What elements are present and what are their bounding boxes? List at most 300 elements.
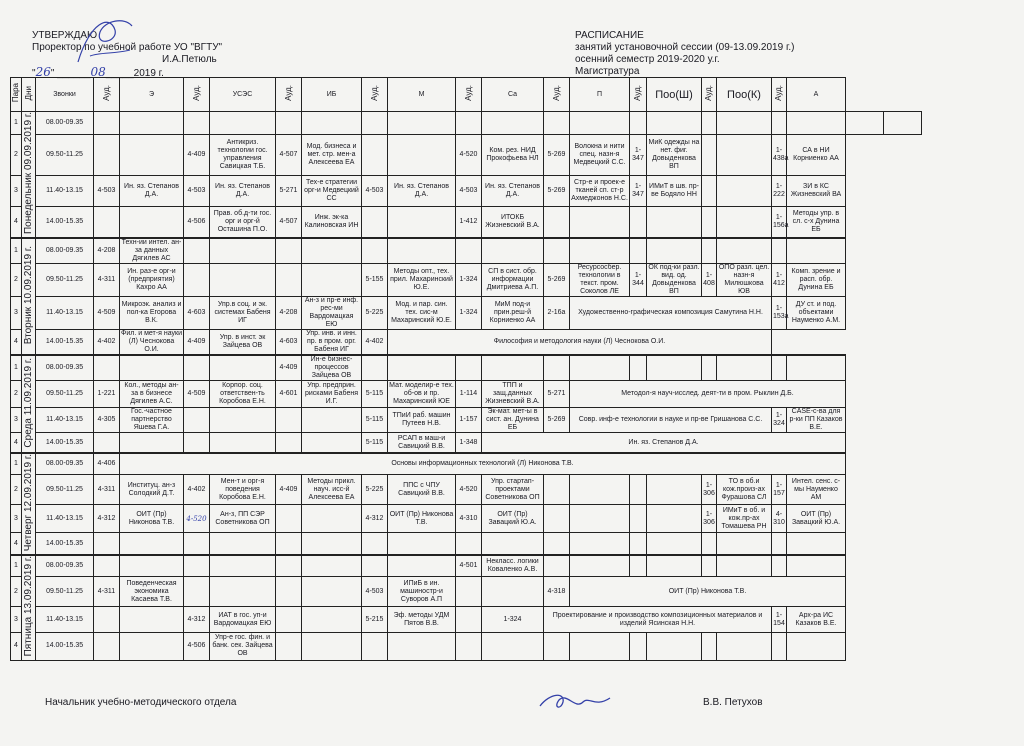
room-cell: 4-409 bbox=[184, 135, 210, 176]
empty-cell bbox=[630, 632, 647, 660]
empty-cell bbox=[94, 632, 120, 660]
class-cell: Ин. яз. Степанов Д.А. bbox=[482, 176, 544, 207]
empty-cell bbox=[210, 532, 276, 555]
schedule-row bbox=[11, 532, 922, 555]
room-cell: 4-507 bbox=[276, 207, 302, 238]
empty-cell bbox=[630, 532, 647, 555]
pair-number: 2 bbox=[11, 381, 22, 408]
empty-cell bbox=[456, 238, 482, 264]
room-cell: 5-269 bbox=[544, 135, 570, 176]
approval-title: УТВЕРЖДАЮ bbox=[32, 30, 98, 41]
pair-number: 1 bbox=[11, 355, 22, 381]
class-cell: ИАТ в гос. уп-и Вардомацкая ЕЮ bbox=[210, 607, 276, 633]
room-cell: 4-506 bbox=[184, 632, 210, 660]
room-cell: 1-348 bbox=[456, 433, 482, 454]
empty-cell bbox=[210, 355, 276, 381]
approval-day: 26 bbox=[35, 65, 51, 79]
empty-cell bbox=[362, 355, 388, 381]
day-label: Пятница 13.09.2019 г. bbox=[22, 555, 36, 660]
room-cell: 4-503 bbox=[94, 176, 120, 207]
empty-cell bbox=[388, 135, 456, 176]
class-cell: ТПиИ раб. машин Путеев Н.В. bbox=[388, 408, 456, 433]
day-label: Понедельник 09.09.2019 г. bbox=[22, 112, 36, 239]
class-cell: Гос.-частное партнерство Яшева Г.А. bbox=[120, 408, 184, 433]
col-header-ib: ИБ bbox=[302, 78, 362, 112]
class-cell: Тех-е стратегии орг-и Медвецкий СС bbox=[302, 176, 362, 207]
empty-cell bbox=[94, 555, 120, 577]
schedule-row bbox=[11, 238, 922, 264]
col-header-days: Дни bbox=[22, 78, 36, 112]
empty-cell bbox=[362, 112, 388, 135]
empty-cell bbox=[702, 135, 717, 176]
empty-cell bbox=[302, 577, 362, 607]
class-cell: Стр-е и проек-е тканей сп. ст-р Ахмеджонов Н.С. bbox=[570, 176, 630, 207]
empty-cell bbox=[482, 577, 544, 607]
schedule-row bbox=[11, 330, 922, 356]
room-cell: 1-324 bbox=[772, 408, 787, 433]
empty-cell bbox=[772, 238, 787, 264]
empty-cell bbox=[184, 555, 210, 577]
class-cell: Прав. об.д-ти гос. орг и орг-й Осташина П.О. bbox=[210, 207, 276, 238]
room-cell: 1-114 bbox=[456, 381, 482, 408]
empty-cell bbox=[456, 577, 482, 607]
pair-number: 4 bbox=[11, 532, 22, 555]
empty-cell bbox=[276, 408, 302, 433]
empty-cell bbox=[787, 355, 846, 381]
schedule-row bbox=[11, 135, 922, 176]
room-cell: 5-215 bbox=[362, 607, 388, 633]
empty-cell bbox=[630, 207, 647, 238]
empty-cell bbox=[717, 532, 772, 555]
pair-number: 4 bbox=[11, 433, 22, 454]
room-cell: 1-324 bbox=[456, 264, 482, 297]
merged-class-cell: Методол-я науч-исслед. деят-ти в пром. Рыклин Д.Б. bbox=[570, 381, 846, 408]
room-cell: 5-155 bbox=[362, 264, 388, 297]
empty-cell bbox=[94, 532, 120, 555]
empty-cell bbox=[544, 532, 570, 555]
col-header-poo-k: Поо(К) bbox=[717, 78, 772, 112]
room-cell: 1-408 bbox=[702, 264, 717, 297]
empty-cell bbox=[388, 532, 456, 555]
class-cell: ЗИ в КС Жизневский ВА bbox=[787, 176, 846, 207]
empty-cell bbox=[120, 607, 184, 633]
empty-cell bbox=[94, 355, 120, 381]
empty-cell bbox=[482, 238, 544, 264]
class-cell: Корпор. соц. ответствен-ть Коробова Е.Н. bbox=[210, 381, 276, 408]
empty-cell bbox=[456, 607, 482, 633]
empty-cell bbox=[456, 632, 482, 660]
empty-cell bbox=[717, 176, 772, 207]
room-cell: 5-115 bbox=[362, 408, 388, 433]
bell-time: 09.50-11.25 bbox=[36, 475, 94, 505]
room-cell: 5-269 bbox=[544, 176, 570, 207]
empty-cell bbox=[570, 505, 630, 533]
room-cell: 4-409 bbox=[276, 475, 302, 505]
empty-cell bbox=[120, 632, 184, 660]
room-cell: 4-507 bbox=[276, 135, 302, 176]
empty-cell bbox=[120, 207, 184, 238]
empty-cell bbox=[570, 632, 630, 660]
class-cell: ОИТ (Пр) Завацкий Ю.А. bbox=[482, 505, 544, 533]
approval-position: Проректор по учебной работе УО "ВГТУ" bbox=[32, 42, 223, 53]
col-header-aud: Ауд. bbox=[362, 78, 388, 112]
empty-cell bbox=[772, 532, 787, 555]
empty-cell bbox=[94, 607, 120, 633]
schedule-row bbox=[11, 453, 922, 475]
empty-cell bbox=[276, 505, 302, 533]
room-cell: 1-344 bbox=[630, 264, 647, 297]
class-cell: Упр. стартап-проектами Советникова ОП bbox=[482, 475, 544, 505]
bell-time: 11.40-13.15 bbox=[36, 505, 94, 533]
room-cell: 5-225 bbox=[362, 475, 388, 505]
schedule-period: занятий установочной сессии (09-13.09.2019 г.) bbox=[575, 42, 795, 53]
empty-cell bbox=[717, 238, 772, 264]
schedule-row bbox=[11, 555, 922, 577]
room-cell: 1-221 bbox=[94, 381, 120, 408]
class-cell: МиМ под-и прин.реш-й Корниенко АА bbox=[482, 297, 544, 330]
empty-cell bbox=[94, 207, 120, 238]
bell-time: 08.00-09.35 bbox=[36, 555, 94, 577]
class-cell: ОК под-ки разл. вид. од. Довыденкова ВП bbox=[648, 264, 700, 296]
empty-cell bbox=[388, 355, 456, 381]
empty-cell bbox=[787, 632, 846, 660]
room-cell: 1-347 bbox=[630, 176, 647, 207]
footer-signer: В.В. Петухов bbox=[703, 697, 763, 708]
room-cell: 4-318 bbox=[544, 577, 570, 607]
class-cell: Эк-мат. мет-ы в сист. ан. Дунина ЕБ bbox=[482, 408, 544, 433]
empty-cell bbox=[544, 555, 570, 577]
empty-cell bbox=[302, 238, 362, 264]
room-cell: 4-501 bbox=[456, 555, 482, 577]
room-cell: 1-412 bbox=[456, 207, 482, 238]
room-cell: 4-409 bbox=[184, 330, 210, 356]
schedule-row bbox=[11, 577, 922, 607]
room-cell: 4-603 bbox=[184, 297, 210, 330]
empty-cell bbox=[276, 264, 302, 297]
empty-cell bbox=[184, 112, 210, 135]
empty-cell bbox=[772, 355, 787, 381]
pair-number: 2 bbox=[11, 264, 22, 297]
pair-number: 3 bbox=[11, 505, 22, 533]
room-cell: 4-509 bbox=[94, 297, 120, 330]
class-cell: Методы упр. в сл. с-х Дунина ЕБ bbox=[787, 207, 846, 238]
bell-time: 08.00-09.35 bbox=[36, 355, 94, 381]
class-cell: Ан-з и пр-е инф. рес-ми Вардомацкая ЕЮ bbox=[302, 297, 362, 330]
schedule-row bbox=[11, 433, 922, 454]
class-cell: Ин. яз. Степанов Д.А. bbox=[120, 176, 184, 207]
empty-cell bbox=[702, 207, 717, 238]
empty-cell bbox=[456, 355, 482, 381]
empty-cell bbox=[482, 355, 544, 381]
empty-cell bbox=[570, 532, 630, 555]
merged-class-cell: Философия и методология науки (Л) Чеснокова О.И. bbox=[388, 330, 772, 356]
header-row bbox=[11, 78, 922, 112]
schedule-row bbox=[11, 297, 922, 330]
empty-cell bbox=[362, 135, 388, 176]
room-cell: 4-312 bbox=[184, 607, 210, 633]
room-cell: 4-601 bbox=[276, 381, 302, 408]
empty-cell bbox=[630, 355, 647, 381]
class-cell: Ин. яз. Степанов Д.А. bbox=[388, 176, 456, 207]
empty-cell bbox=[702, 355, 717, 381]
empty-cell bbox=[184, 532, 210, 555]
room-cell: 4-409 bbox=[276, 355, 302, 381]
empty-cell bbox=[302, 408, 362, 433]
empty-cell bbox=[302, 532, 362, 555]
col-header-aud: Ауд. bbox=[456, 78, 482, 112]
room-cell: 4-503 bbox=[362, 577, 388, 607]
pair-number: 3 bbox=[11, 176, 22, 207]
pair-number: 3 bbox=[11, 607, 22, 633]
empty-cell bbox=[787, 238, 846, 264]
bell-time: 08.00-09.35 bbox=[36, 112, 94, 135]
schedule-table bbox=[10, 77, 922, 661]
class-cell: Арх-ра ИС Казаков В.Е. bbox=[787, 607, 846, 633]
empty-cell bbox=[570, 555, 630, 577]
class-cell: Упр.в соц. и эк. системах Бабеня ИГ bbox=[210, 297, 276, 330]
merged-class-cell: Ин. яз. Степанов Д.А. bbox=[482, 433, 846, 454]
empty-cell bbox=[456, 532, 482, 555]
bell-time: 14.00-15.35 bbox=[36, 207, 94, 238]
empty-cell bbox=[276, 555, 302, 577]
empty-cell bbox=[544, 505, 570, 533]
empty-cell bbox=[302, 505, 362, 533]
class-cell: ОПО разл. цел. назн-я Милюшкова ЮВ bbox=[717, 264, 772, 297]
pair-number: 1 bbox=[11, 112, 22, 135]
class-cell: ИМиТ в шв. пр-ве Бодяло НН bbox=[647, 176, 702, 207]
class-cell: Ком. рез. НИД Прокофьева НЛ bbox=[482, 135, 544, 176]
bell-time: 09.50-11.25 bbox=[36, 264, 94, 297]
empty-cell bbox=[570, 112, 630, 135]
room-cell: 4-402 bbox=[184, 475, 210, 505]
class-cell: Упр. предприн. рисками Бабеня И.Г. bbox=[302, 381, 362, 408]
class-cell: ИТОКБ Жизневский В.А. bbox=[482, 207, 544, 238]
class-cell: Поведенческая экономика Касаева Т.В. bbox=[120, 577, 184, 607]
empty-cell bbox=[544, 238, 570, 264]
empty-cell bbox=[210, 433, 276, 454]
approval-month: 08 bbox=[90, 65, 106, 79]
empty-cell bbox=[570, 355, 630, 381]
room-cell: 5-269 bbox=[544, 408, 570, 433]
schedule-title-block bbox=[575, 30, 875, 78]
empty-cell bbox=[388, 207, 456, 238]
schedule-row bbox=[11, 632, 922, 660]
pair-number: 4 bbox=[11, 330, 22, 356]
room-cell: 1-438а bbox=[772, 135, 787, 176]
empty-cell bbox=[184, 408, 210, 433]
room-cell: 1-154 bbox=[772, 607, 787, 633]
col-header-m: М bbox=[388, 78, 456, 112]
class-cell: Эф. методы УДМ Пятов В.В. bbox=[388, 607, 456, 633]
col-header-aud: Ауд. bbox=[94, 78, 120, 112]
class-cell: Фил. и мет-я науки (Л) Чеснокова О.И. bbox=[121, 330, 182, 354]
class-cell: Ан-з, ПП СЭР Советникова ОП bbox=[210, 505, 276, 533]
empty-cell bbox=[717, 135, 772, 176]
empty-cell bbox=[94, 112, 120, 135]
class-cell: СА в НИ Корниенко АА bbox=[787, 135, 846, 176]
empty-cell bbox=[647, 555, 702, 577]
room-cell: 4-503 bbox=[184, 176, 210, 207]
bell-time: 09.50-11.25 bbox=[36, 381, 94, 408]
empty-cell bbox=[544, 207, 570, 238]
room-cell: 4-402 bbox=[362, 330, 388, 356]
class-cell: Волокна и нити спец. назн-я Медвецкий С.С. bbox=[570, 135, 630, 176]
empty-cell bbox=[884, 112, 922, 135]
schedule-row bbox=[11, 112, 922, 135]
room-cell: 4-520 bbox=[456, 475, 482, 505]
room-cell: 2-16а bbox=[544, 297, 570, 330]
room-cell: 1-412 bbox=[772, 264, 787, 297]
class-cell: ОИТ (Пр) Никонова Т.В. bbox=[388, 505, 456, 533]
class-cell: Комп. зрение и расп. обр. Дунина ЕБ bbox=[787, 264, 846, 297]
bell-time: 14.00-15.35 bbox=[36, 632, 94, 660]
room-cell: 4-503 bbox=[456, 176, 482, 207]
empty-cell bbox=[787, 555, 846, 577]
pair-number: 4 bbox=[11, 632, 22, 660]
empty-cell bbox=[482, 532, 544, 555]
room-cell: 4-208 bbox=[276, 297, 302, 330]
class-cell: Микроэк. анализ и пол-ка Егорова В.К. bbox=[120, 297, 184, 330]
empty-cell bbox=[630, 112, 647, 135]
col-header-aud: Ауд. bbox=[544, 78, 570, 112]
bell-time: 08.00-09.35 bbox=[36, 238, 94, 264]
class-cell: МиК одежды на нет. фиг. Довыденкова ВП bbox=[647, 135, 702, 176]
class-cell: СП в сист. обр. информации Дмитриева А.П. bbox=[482, 264, 544, 297]
bell-time: 08.00-09.35 bbox=[36, 453, 94, 475]
class-cell: Ин. раз-е орг-и (предприятия) Кахро АА bbox=[120, 264, 184, 297]
empty-cell bbox=[276, 238, 302, 264]
col-header-bells: Звонки bbox=[36, 78, 94, 112]
merged-class-cell: Художественно-графическая композиция Самутина Н.Н. bbox=[570, 297, 772, 330]
approval-year: 2019 г. bbox=[133, 68, 164, 79]
empty-cell bbox=[120, 135, 184, 176]
class-cell: Мен-т и орг-я поведения Коробова Е.Н. bbox=[210, 475, 276, 505]
empty-cell bbox=[388, 555, 456, 577]
empty-cell bbox=[302, 632, 362, 660]
footer-position: Начальник учебно-методического отдела bbox=[45, 697, 237, 708]
class-cell: ППС с ЧПУ Савицкий В.В. bbox=[388, 475, 456, 505]
room-cell: 4-506 bbox=[184, 207, 210, 238]
bell-time: 11.40-13.15 bbox=[36, 297, 94, 330]
empty-cell bbox=[702, 532, 717, 555]
class-cell: Кол., методы ан-за в бизнесе Дягилев А.С. bbox=[120, 381, 184, 408]
col-header-a: А bbox=[787, 78, 846, 112]
empty-cell bbox=[94, 135, 120, 176]
empty-cell bbox=[787, 532, 846, 555]
class-cell: Техн-ии интел. ан-за данных Дягилев АС bbox=[120, 238, 184, 264]
empty-cell bbox=[362, 207, 388, 238]
pair-number: 2 bbox=[11, 475, 22, 505]
empty-cell bbox=[772, 112, 787, 135]
room-cell: 4-603 bbox=[276, 330, 302, 356]
empty-cell bbox=[647, 632, 702, 660]
col-header-sa: Са bbox=[482, 78, 544, 112]
col-header-e: Э bbox=[120, 78, 184, 112]
room-cell: 5-269 bbox=[544, 264, 570, 297]
class-cell: ДУ ст. и под. объектами Науменко А.М. bbox=[787, 297, 846, 330]
class-cell: Ин-е бизнес-процессов Зайцева ОВ bbox=[302, 355, 362, 381]
empty-cell bbox=[570, 207, 630, 238]
pair-number: 2 bbox=[11, 577, 22, 607]
empty-cell bbox=[276, 532, 302, 555]
empty-cell bbox=[482, 112, 544, 135]
room-cell: 4-311 bbox=[94, 475, 120, 505]
empty-cell bbox=[630, 238, 647, 264]
bell-time: 11.40-13.15 bbox=[36, 408, 94, 433]
class-cell: Антикриз. технологии гос. управления Савицкая Т.Б. bbox=[210, 135, 276, 176]
schedule-row bbox=[11, 475, 922, 505]
class-cell: Методы опт., тех. прил. Махаринский Ю.Е. bbox=[388, 264, 456, 297]
bell-time: 14.00-15.35 bbox=[36, 330, 94, 356]
room-cell: 1-306 bbox=[702, 505, 717, 533]
room-cell: 4-305 bbox=[94, 408, 120, 433]
schedule-row bbox=[11, 355, 922, 381]
room-cell: 1-153а bbox=[772, 297, 787, 330]
room-cell: 5-115 bbox=[362, 433, 388, 454]
col-header-usas: УСЭС bbox=[210, 78, 276, 112]
class-cell: ТО в об.и кож.произ-ах Фурашова СЛ bbox=[717, 475, 772, 505]
class-cell: Упр. в инст. эк Зайцева ОВ bbox=[210, 330, 276, 356]
empty-cell bbox=[647, 112, 702, 135]
schedule-row bbox=[11, 264, 922, 297]
bell-time: 09.50-11.25 bbox=[36, 577, 94, 607]
empty-cell bbox=[630, 475, 647, 505]
room-cell: 4-310 bbox=[456, 505, 482, 533]
empty-cell bbox=[210, 555, 276, 577]
schedule-row bbox=[11, 408, 922, 433]
class-cell: Ресурсосбер. технологии в текст. пром. Соколов ЛЕ bbox=[570, 264, 630, 297]
merged-class-cell: Совр. инф-е технологии в науке и пр-ве Гришанова С.С. bbox=[570, 408, 772, 433]
merged-class-cell: Проектирование и производство композиционных материалов и изделий Ясинская Н.Н. bbox=[544, 607, 772, 633]
empty-cell bbox=[184, 264, 210, 297]
class-cell: Инж. эк-ка Калиновская ИН bbox=[302, 207, 362, 238]
empty-cell bbox=[302, 555, 362, 577]
empty-cell bbox=[717, 355, 772, 381]
class-cell: CASE-с-ва для р-ки ПП Казаков В.Е. bbox=[787, 408, 846, 433]
empty-cell bbox=[210, 408, 276, 433]
class-cell: Мод. и пар. син. тех. сис-м Махаринский Ю.Е. bbox=[388, 297, 456, 330]
schedule-title: РАСПИСАНИЕ bbox=[575, 30, 644, 41]
col-header-p: П bbox=[570, 78, 630, 112]
room-cell: 4-520 bbox=[456, 135, 482, 176]
empty-cell bbox=[120, 355, 184, 381]
room-cell: 4-208 bbox=[94, 238, 120, 264]
empty-cell bbox=[647, 238, 702, 264]
class-cell: РСАП в маш-и Савицкий В.В. bbox=[388, 433, 456, 454]
empty-cell bbox=[647, 505, 702, 533]
empty-cell bbox=[388, 112, 456, 135]
empty-cell bbox=[362, 532, 388, 555]
class-cell: ОИТ (Пр) Завацкий Ю.А. bbox=[787, 505, 846, 533]
schedule-row bbox=[11, 207, 922, 238]
empty-cell bbox=[570, 475, 630, 505]
pair-number: 3 bbox=[11, 408, 22, 433]
room-cell: 1-156а bbox=[772, 207, 787, 238]
empty-cell bbox=[482, 632, 544, 660]
approval-signature bbox=[70, 12, 140, 70]
empty-cell bbox=[302, 433, 362, 454]
empty-cell bbox=[544, 355, 570, 381]
schedule-semester: осенний семестр 2019-2020 у.г. bbox=[575, 54, 720, 65]
empty-cell bbox=[94, 433, 120, 454]
room-cell: 1-157 bbox=[456, 408, 482, 433]
room-cell: 4-311 bbox=[94, 264, 120, 297]
class-cell: Мат. моделир-е тех. об-ов и пр. Махаринский ЮЕ bbox=[388, 381, 456, 408]
empty-cell bbox=[647, 355, 702, 381]
empty-cell bbox=[846, 112, 884, 135]
class-cell: Некласс. логики Коваленко А.В. bbox=[482, 555, 544, 577]
schedule-row bbox=[11, 607, 922, 633]
